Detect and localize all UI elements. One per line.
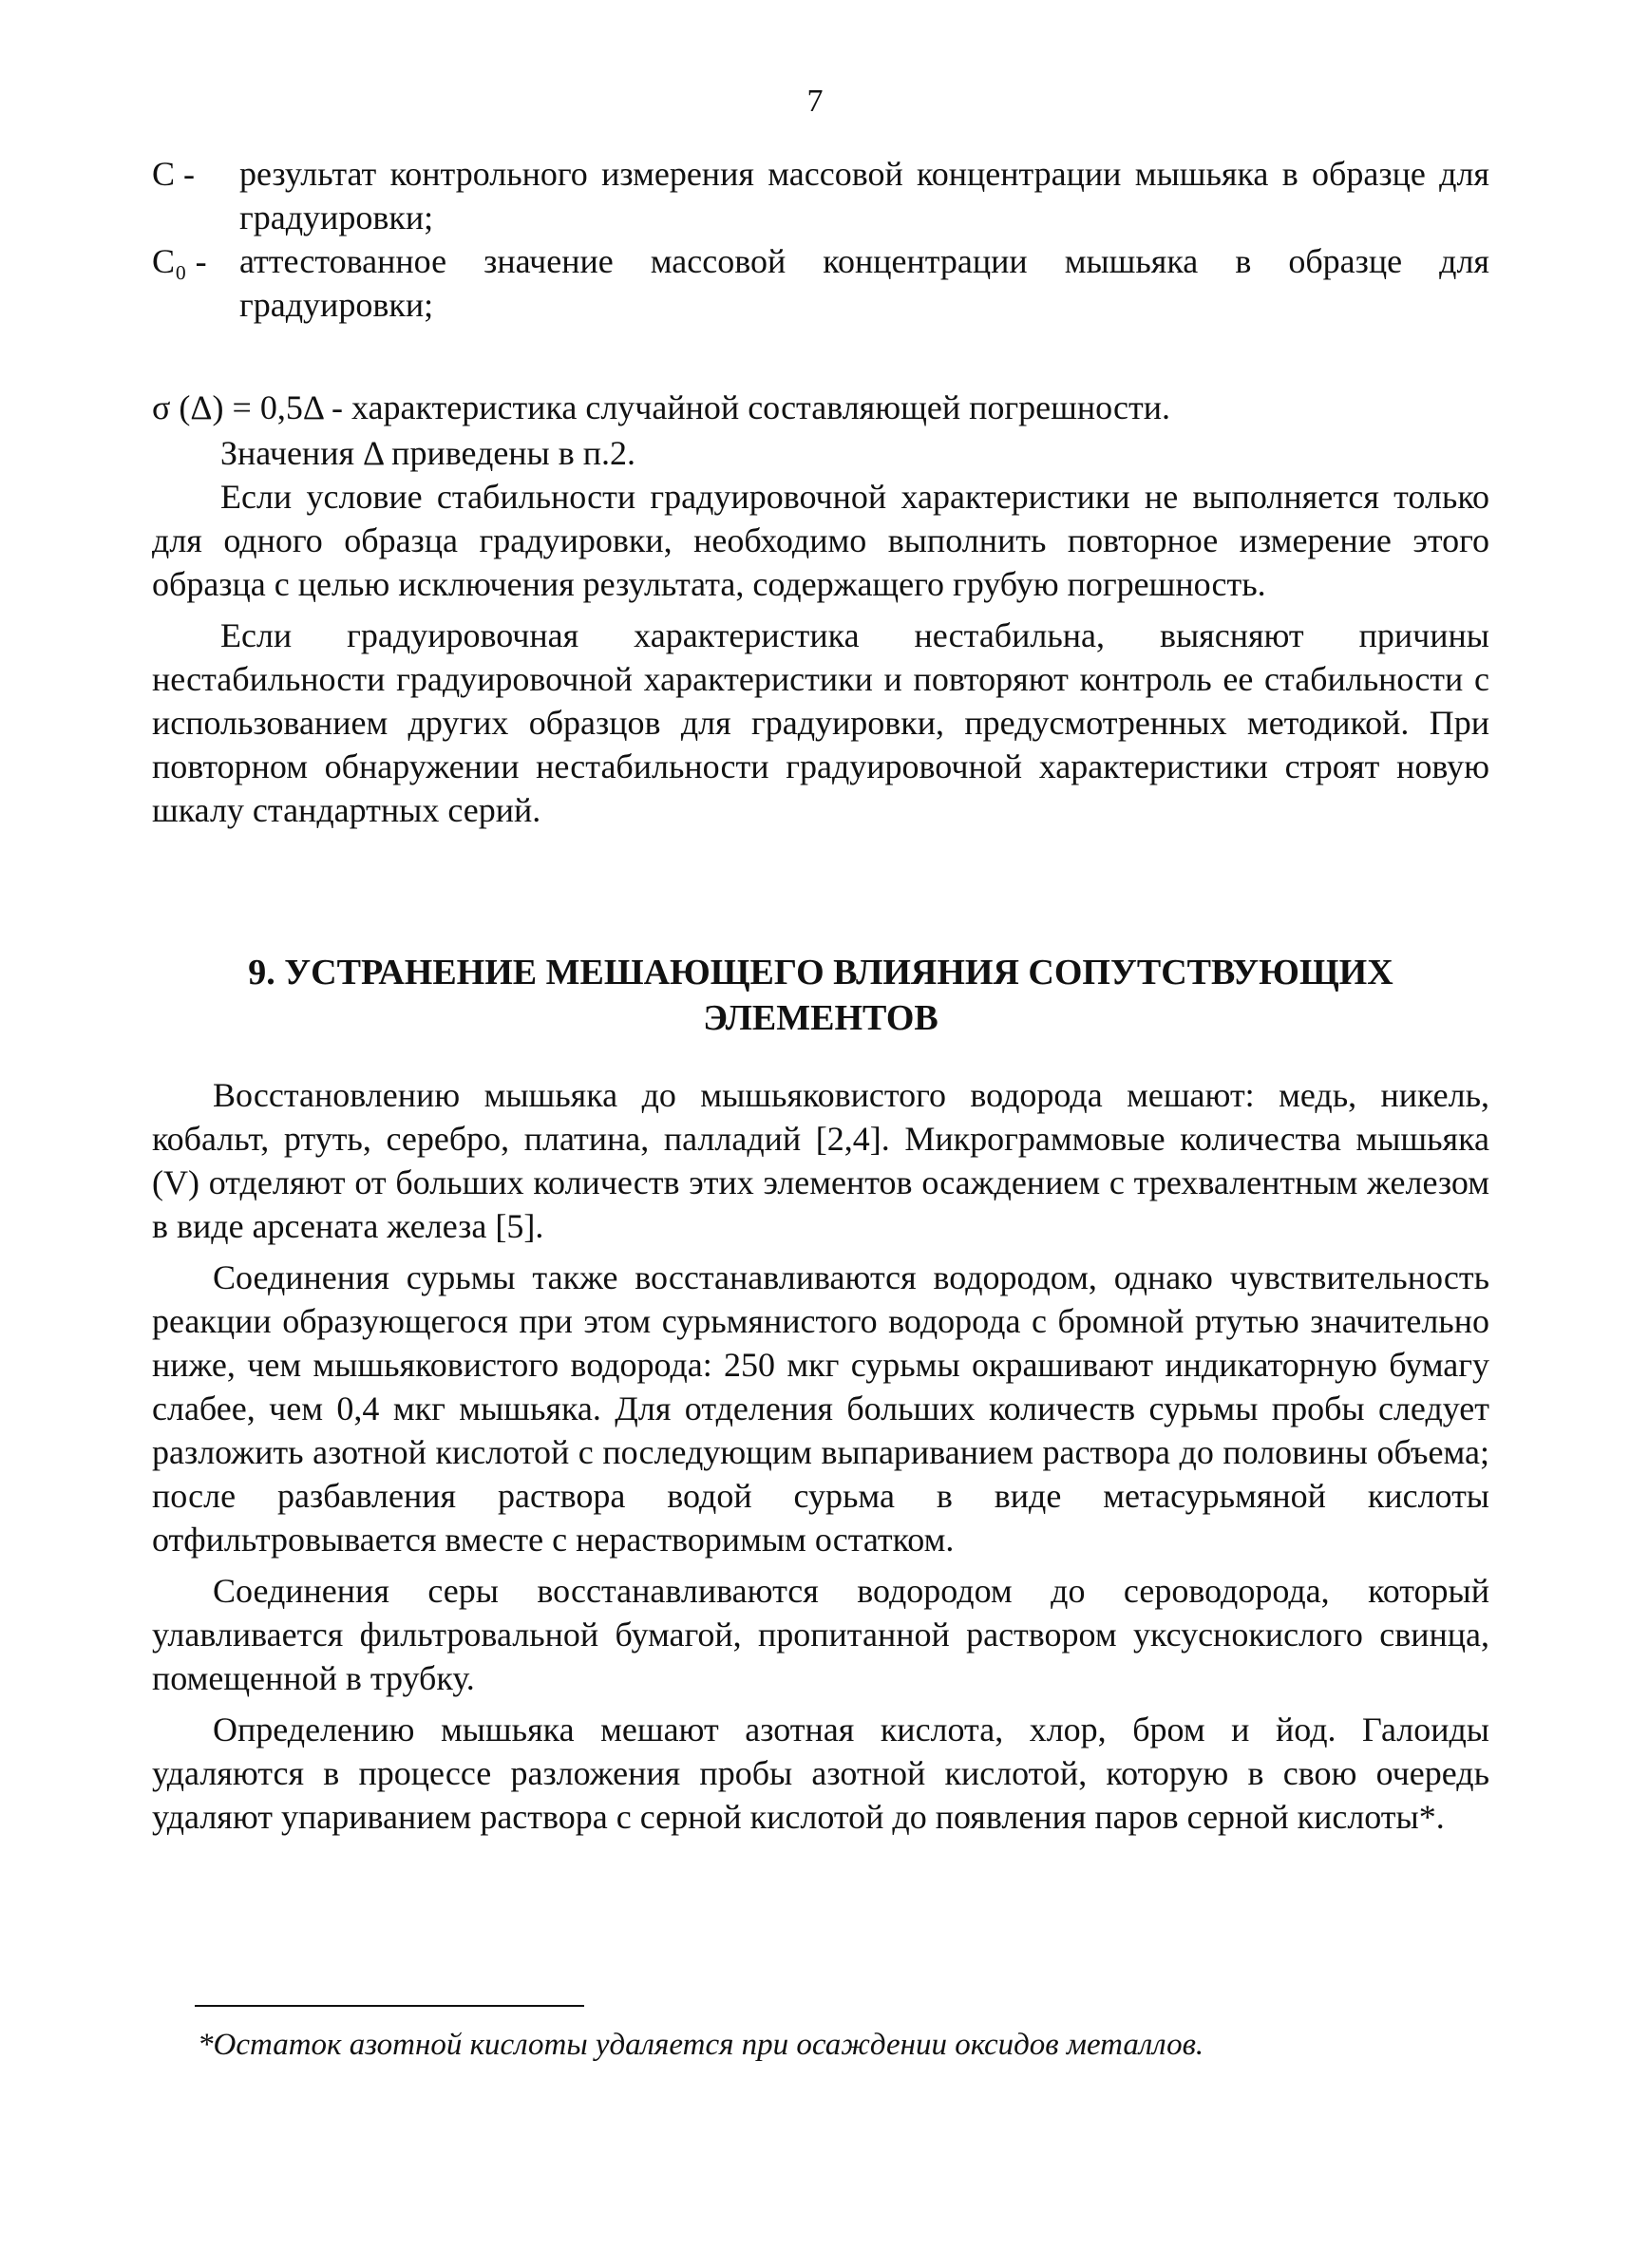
definition-symbol: С - — [152, 155, 195, 193]
paragraph: Если условие стабильности градуировочной характеристики не выполняется только для одного образца градуировки, необходимо выполнить повторное измерение этого образца с целью исключения результата, содержащего грубую погрешность. — [152, 478, 1489, 603]
definition-text: результат контрольного измерения массовой концентрации мышьяка в образце для градуировки; — [239, 155, 1489, 236]
paragraph: Восстановлению мышьяка до мышьяковистого водорода мешают: медь, никель, кобальт, ртуть, серебро, платина, палладий [2,4]. Микрограммовые количества мышьяка (V) отделяют от больших количеств этих элементов осаждением с трехвалентным железом в виде арсената железа [5]. — [152, 1076, 1489, 1245]
footnote-separator — [195, 2005, 584, 2007]
sigma-definition: σ (Δ) = 0,5Δ - характеристика случайной составляющей погрешности. — [152, 388, 1170, 426]
paragraph: Соединения сурьмы также восстанавливаются водородом, однако чувствительность реакции образующегося при этом сурьмянистого водорода с бромной ртутью значительно ниже, чем мышьяковистого водорода: 250 мкг сурьмы окрашивают индикаторную бумагу слабее, чем 0,4 мкг мышьяка. Для отделения больших количеств сурьмы пробы следует разложить азотной кислотой с последующим выпариванием раствора до половины объема; после разбавления раствора водой сурьма в виде метасурьмяной кислоты отфильтровывается вместе с нерастворимым остатком. — [152, 1258, 1489, 1559]
section-heading-line: 9. УСТРАНЕНИЕ МЕШАЮЩЕГО ВЛИЯНИЯ СОПУТСТВУЮЩИХ — [248, 953, 1393, 992]
definition-symbol: С₀ - — [152, 242, 207, 280]
paragraph: Если градуировочная характеристика нестабильна, выясняют причины нестабильности градуировочной характеристики и повторяют контроль ее стабильности с использованием других образцов для градуировки, предусмотренных методикой. При повторном обнаружении нестабильности градуировочной характеристики строят новую шкалу стандартных серий. — [152, 616, 1489, 829]
text-block-section — [152, 1073, 1489, 1839]
paragraph: Определению мышьяка мешают азотная кислота, хлор, бром и йод. Галоиды удаляются в процессе разложения пробы азотной кислотой, которую в свою очередь удаляют упариванием раствора с серной кислотой до появления паров серной кислоты*. — [152, 1710, 1489, 1836]
page-number: 7 — [806, 84, 824, 119]
definition-item — [152, 152, 1489, 239]
definition-list — [152, 152, 1489, 327]
paragraph: Соединения серы восстанавливаются водородом до сероводорода, который улавливается фильтровальной бумагой, пропитанной раствором уксуснокислого свинца, помещенной в трубку. — [152, 1572, 1489, 1697]
footnote: *Остаток азотной кислоты удаляется при осаждении оксидов металлов. — [198, 2028, 1204, 2062]
text-block-top — [152, 431, 1489, 832]
definition-item — [152, 239, 1489, 327]
section-heading — [152, 950, 1489, 1041]
paragraph: Значения Δ приведены в п.2. — [220, 434, 636, 472]
definition-text: аттестованное значение массовой концентрации мышьяка в образце для градуировки; — [239, 242, 1489, 324]
section-heading-line: ЭЛЕМЕНТОВ — [703, 998, 938, 1038]
